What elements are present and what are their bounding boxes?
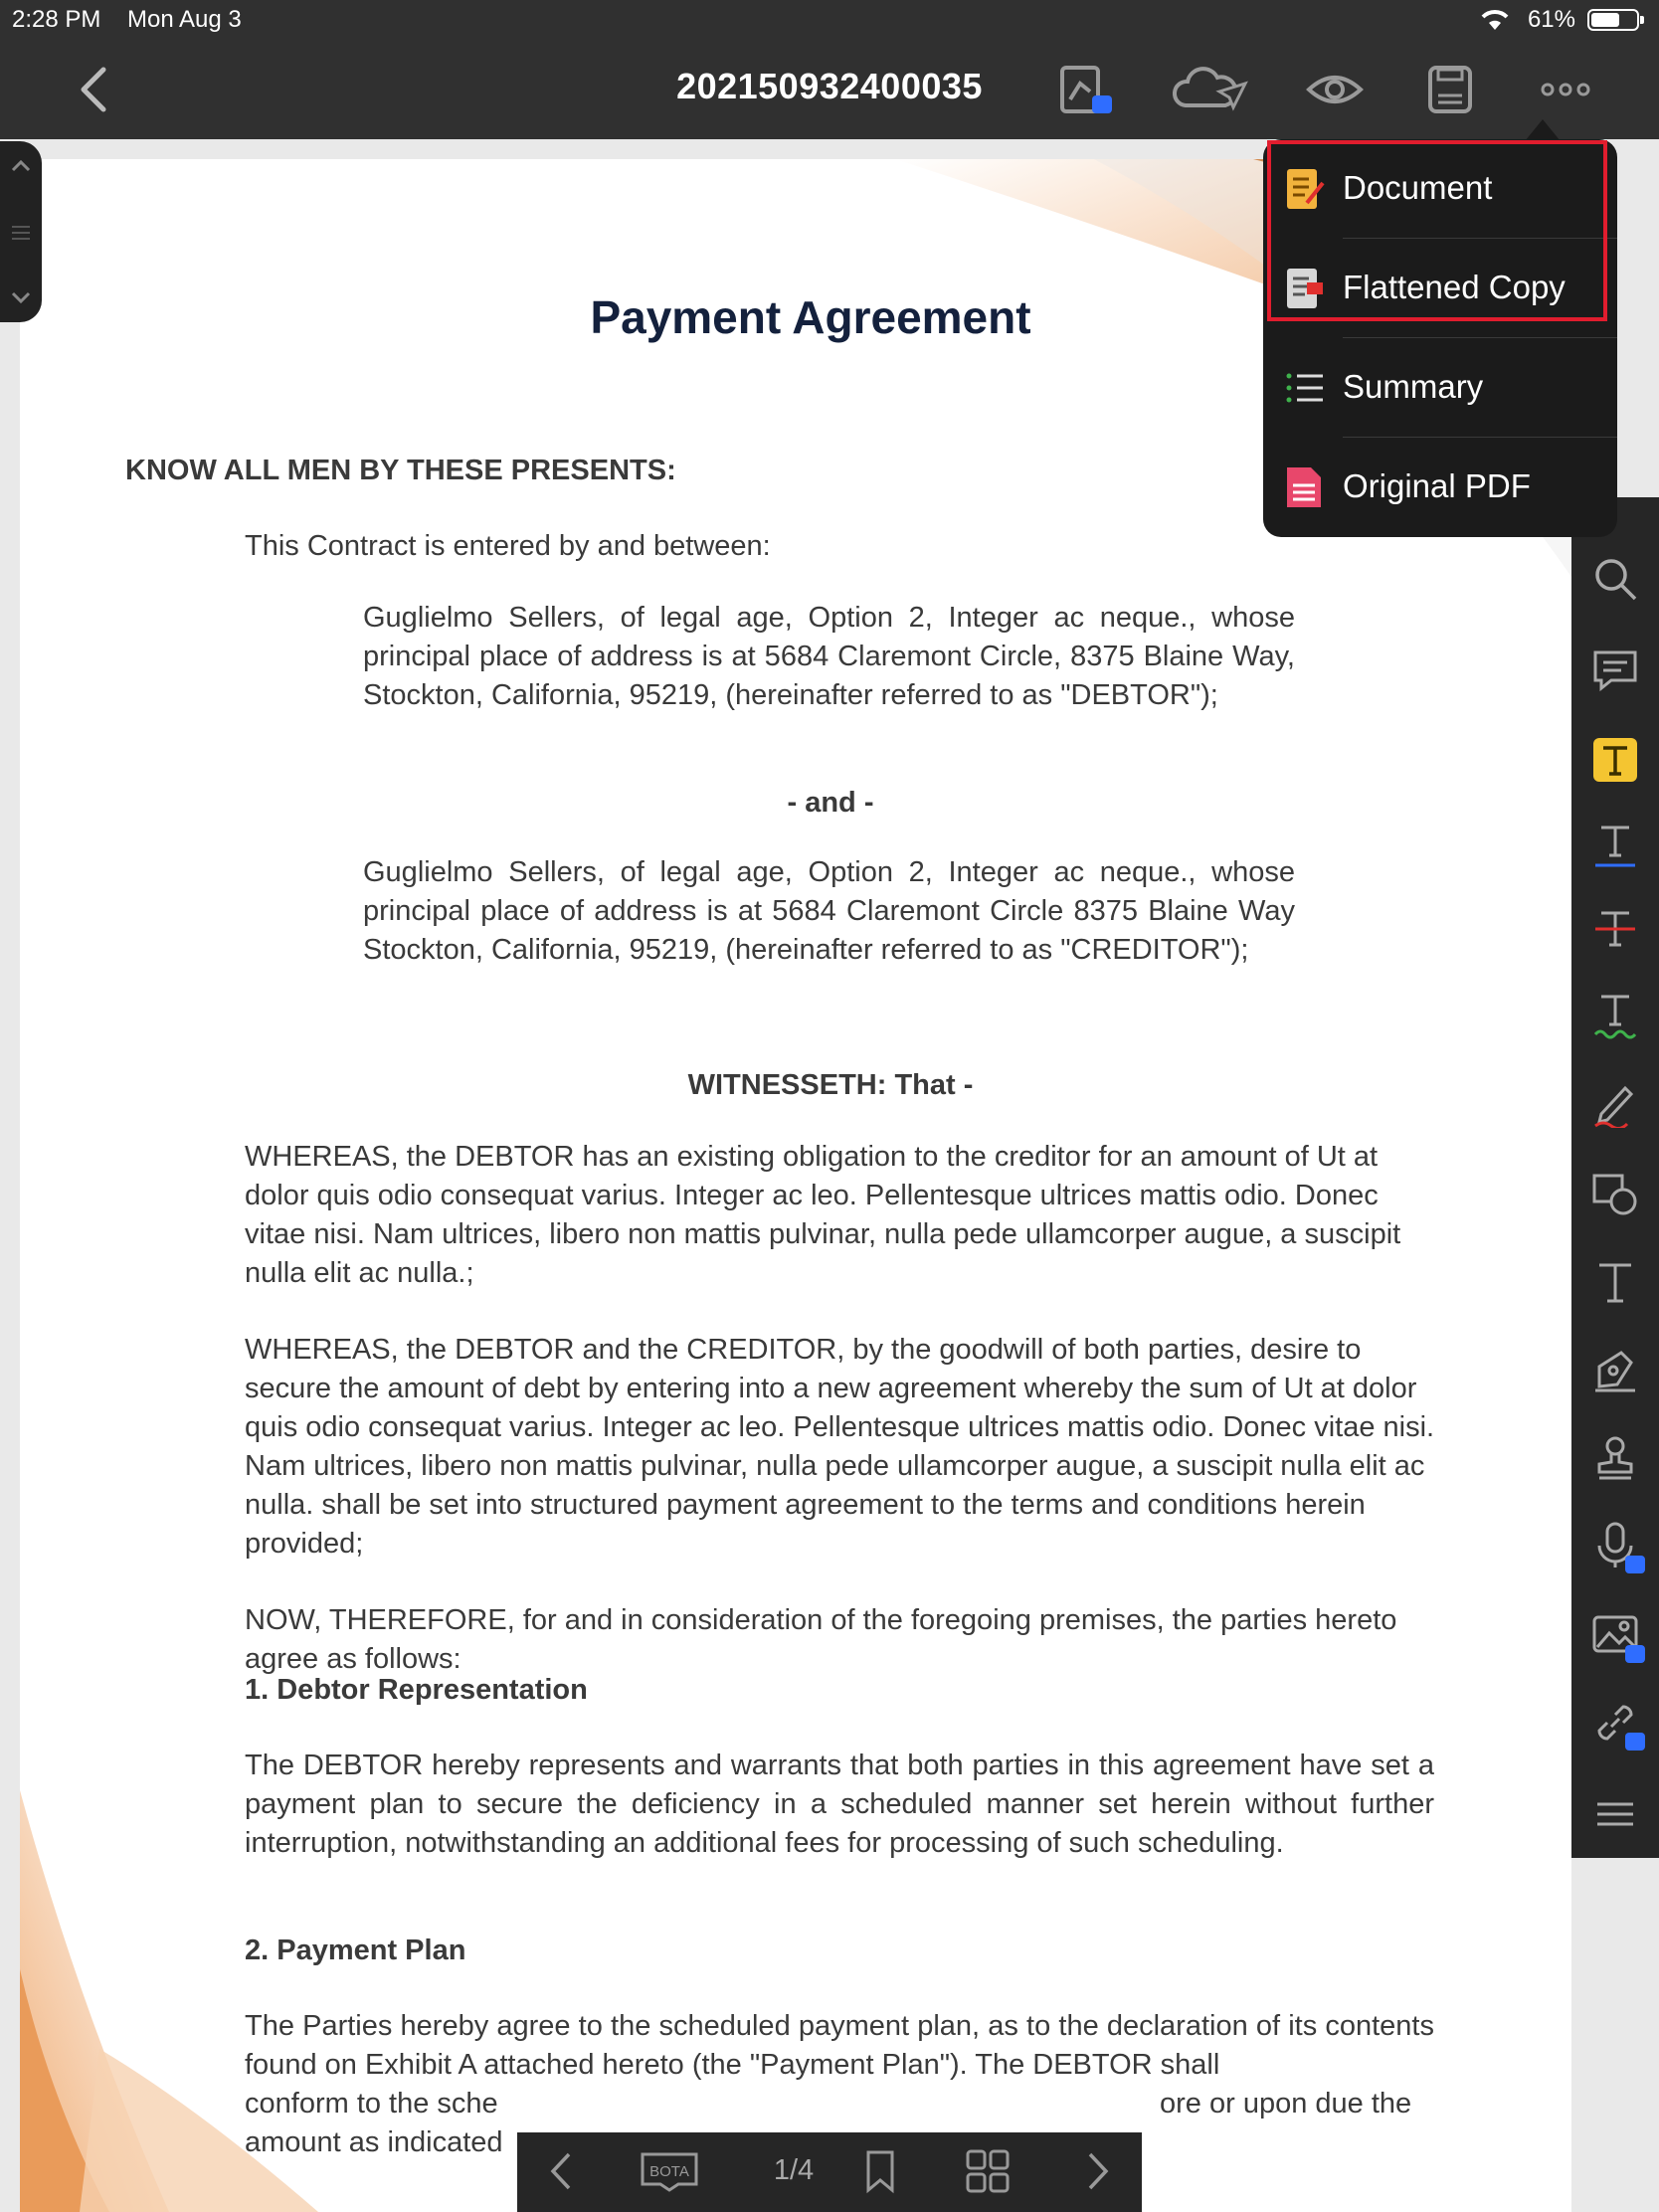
section-2-line-left: conform to the sche [245,2088,498,2120]
chevron-down-icon [6,282,36,312]
section-2-line-last: amount as indicated [245,2126,503,2158]
grid-icon [965,2148,1011,2194]
witnesseth-heading: WITNESSETH: That - [687,1069,974,1101]
section-2-line-right: ore or upon due the [1160,2088,1412,2120]
squiggly-text-tool[interactable] [1591,993,1639,1040]
bookmark-button[interactable] [863,2148,897,2194]
cloud-share-icon [1172,62,1249,117]
squiggly-text-icon [1591,993,1639,1040]
tools-menu-button[interactable] [1591,1790,1639,1838]
status-bar [0,0,1659,40]
page-navigation-bar [517,2132,1142,2212]
pen-icon [1591,1080,1639,1128]
bota-label: BOTA [649,2163,689,2180]
section-1-body: The DEBTOR hereby represents and warrants that both parties in this agreement have set a payment plan to secure the deficiency in a scheduled manner set herein without further interruption, notwithstanding an additional fees for processing of such scheduling. [245,1750,1434,1859]
save-button[interactable] [1418,62,1482,117]
page-scroll-handle[interactable] [0,141,42,322]
pdf-file-icon [1283,465,1327,509]
lock-badge-icon [1625,1556,1645,1573]
document-title: 202150932400035 [676,66,983,106]
status-date: Mon Aug 3 [127,6,242,33]
list-icon [1283,366,1327,410]
section-2-body: The Parties hereby agree to the scheduled payment plan, as to the declaration of its contents found on Exhibit A attached hereto (the "Payment Plan"). The DEBTOR shall [245,2010,1434,2081]
underline-text-icon [1591,822,1639,869]
menu-item-summary[interactable] [1263,338,1617,438]
next-page-button[interactable] [1080,2148,1116,2194]
search-icon [1591,555,1639,603]
save-icon [1418,62,1482,117]
therefore-paragraph: NOW, THEREFORE, for and in consideration of the foregoing premises, the parties hereto agree as follows: [245,1604,1397,1675]
underline-text-tool[interactable] [1591,822,1639,869]
shapes-icon [1591,1170,1639,1217]
party-creditor-paragraph: Guglielmo Sellers, of legal age, Option 2, Integer ac neque., whose principal place of address is at 5684 Claremont Circle 8375 Blaine Way Stockton, California, 95219, (hereinafter referred to as "CREDITOR"); [363,856,1295,966]
strikethrough-text-tool[interactable] [1591,907,1639,955]
audio-note-tool[interactable] [1591,1522,1639,1569]
comment-tool[interactable] [1591,646,1639,694]
search-tool[interactable] [1591,555,1639,603]
previous-page-button[interactable] [543,2148,579,2194]
chevron-left-icon [543,2148,579,2194]
page-indicator: 1/4 [773,2154,815,2186]
freehand-pen-tool[interactable] [1591,1080,1639,1128]
view-mode-button[interactable] [1303,62,1367,117]
top-toolbar [0,40,1659,139]
more-dots-icon [1536,62,1595,117]
cloud-share-button[interactable] [1172,62,1249,117]
shape-tool[interactable] [1591,1170,1639,1217]
lock-badge-icon [1625,1645,1645,1663]
entered-line: This Contract is entered by and between: [245,530,771,562]
bota-button[interactable] [639,2148,700,2194]
highlight-annotation-box [1267,140,1607,321]
chevron-up-icon [6,151,36,181]
more-options-button[interactable] [1536,62,1595,117]
section-1-heading: 1. Debtor Representation [245,1674,588,1706]
stamp-icon [1591,1434,1639,1482]
highlight-text-tool[interactable] [1591,736,1639,784]
whereas-paragraph-1: WHEREAS, the DEBTOR has an existing obligation to the creditor for an amount of Ut at dolor quis odio consequat varius. Integer ac leo. Pellentesque ultrices mattis odio. Donec vitae nisi. Nam ultrices, libero non mattis pulvinar, nulla pede ullamcorper augue, a suscipit nulla elit ac nulla.; [245,1141,1401,1289]
party-debtor-paragraph: Guglielmo Sellers, of legal age, Option 2, Integer ac neque., whose principal place of address is at 5684 Claremont Circle, 8375 Blaine Way, Stockton, California, 95219, (hereinafter referred to as "DEBTOR"); [363,602,1295,711]
text-icon [1591,1259,1639,1307]
stamp-tool[interactable] [1591,1434,1639,1482]
lock-badge-icon [1625,1733,1645,1751]
strikethrough-text-icon [1591,907,1639,955]
comment-icon [1591,646,1639,694]
and-separator: - and - [787,787,874,819]
menu-item-label: Flattened Copy [1343,269,1566,305]
bota-book-icon [639,2148,700,2194]
text-box-tool[interactable] [1591,1259,1639,1307]
bookmark-icon [863,2148,897,2194]
signature-tool[interactable] [1591,1347,1639,1394]
section-2-heading: 2. Payment Plan [245,1935,466,1966]
share-file-button[interactable] [1056,62,1120,117]
drag-handle-icon [6,217,36,247]
highlight-text-icon [1591,736,1639,784]
wifi-icon [1478,4,1512,39]
chevron-right-icon [1080,2148,1116,2194]
whereas-paragraph-2: WHEREAS, the DEBTOR and the CREDITOR, by the goodwill of both parties, desire to secure the amount of debt by entering into a new agreement whereby the sum of Ut at dolor quis odio consequat varius. Integer ac leo. Pellentesque ultrices mattis odio. Donec vitae nisi. Nam ultrices, libero non mattis pulvinar, nulla pede ullamcorper augue, a suscipit nulla elit ac nulla. shall be set into structured payment agreement to the terms and conditions herein provided; [245,1334,1435,1560]
status-time: 2:28 PM [12,6,101,33]
battery-percent: 61% [1527,6,1575,33]
menu-item-original-pdf[interactable] [1263,438,1617,537]
thumbnails-button[interactable] [965,2148,1011,2194]
signature-icon [1591,1347,1639,1394]
image-tool[interactable] [1591,1611,1639,1659]
annotation-toolbar [1571,497,1659,1858]
menu-item-label: Summary [1343,368,1484,405]
share-file-icon [1056,62,1120,117]
menu-item-label: Document [1343,169,1493,206]
menu-item-label: Original PDF [1343,467,1531,504]
menu-pointer [1525,119,1561,141]
page-title: Payment Agreement [590,291,1031,343]
know-all-men-heading: KNOW ALL MEN BY THESE PRESENTS: [125,455,676,486]
link-tool[interactable] [1591,1699,1639,1747]
menu-lines-icon [1591,1790,1639,1838]
battery-icon [1587,9,1639,31]
eye-icon [1303,62,1367,117]
